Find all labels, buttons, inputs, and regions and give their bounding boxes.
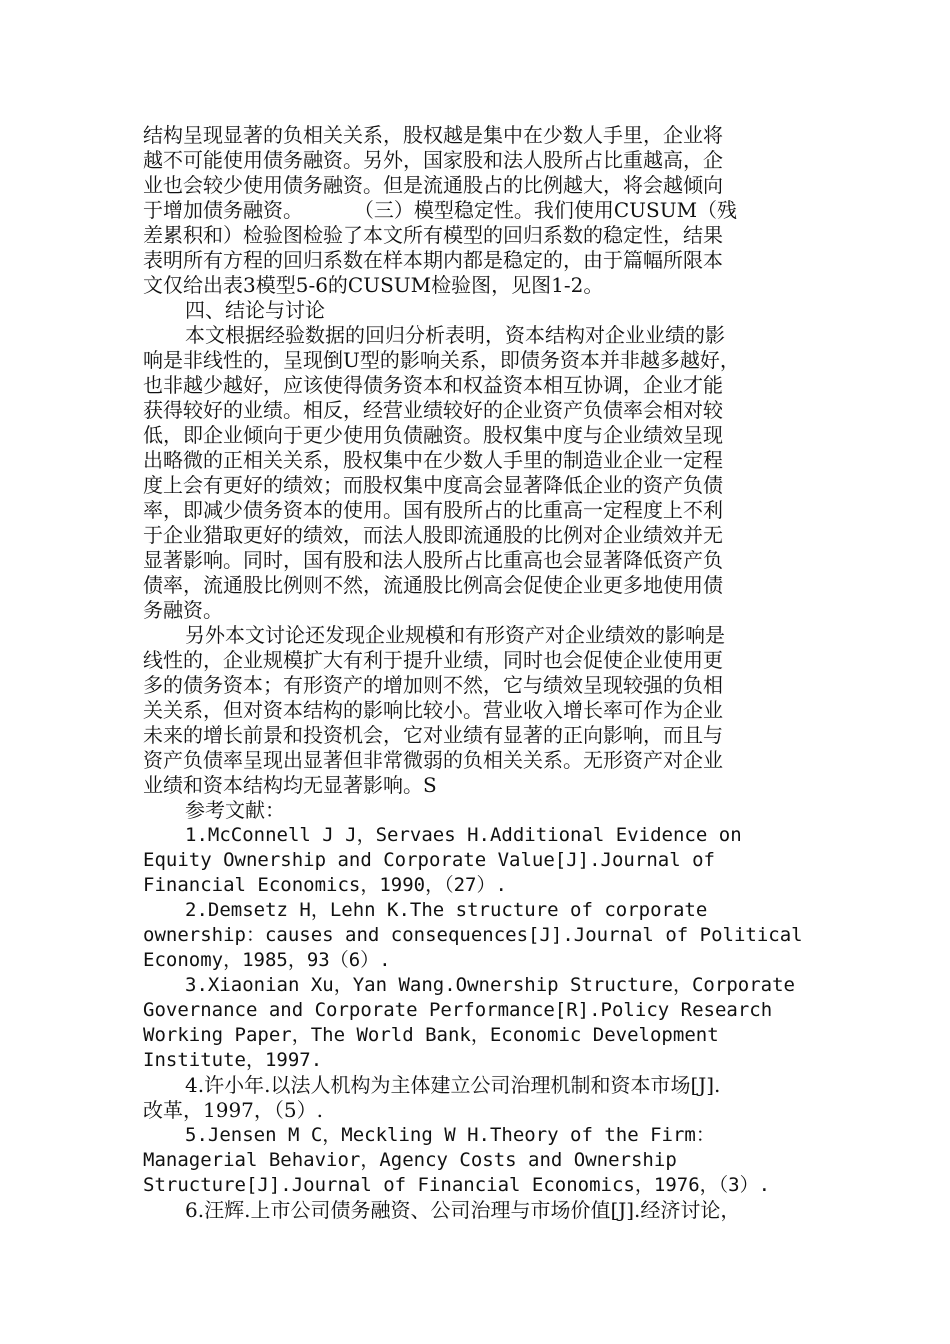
reference-line: Economy，1985，93（6）.: [143, 949, 391, 971]
body-line: 文仅给出表3模型5-6的CUSUM检验图，见图1-2。: [143, 273, 604, 297]
body-line: 债率，流通股比例则不然，流通股比例高会促使企业更多地使用债: [143, 573, 723, 597]
reference-line: Working Paper，The World Bank，Economic Development: [143, 1024, 719, 1046]
reference-line: Managerial Behavior，Agency Costs and Ownership: [143, 1149, 677, 1171]
body-line: 线性的，企业规模扩大有利于提升业绩，同时也会促使企业使用更: [143, 648, 723, 672]
body-line: 度上会有更好的绩效；而股权集中度高会显著降低企业的资产负债: [143, 473, 723, 497]
reference-line: Institute，1997.: [143, 1049, 323, 1071]
body-line: 于企业猎取更好的绩效，而法人股即流通股的比例对企业绩效并无: [143, 523, 723, 547]
body-line: 获得较好的业绩。相反，经营业绩较好的企业资产负债率会相对较: [143, 398, 723, 422]
body-line: 业绩和资本结构均无显著影响。S: [143, 773, 437, 797]
body-line: 结构呈现显著的负相关关系，股权越是集中在少数人手里，企业将: [143, 123, 723, 147]
reference-line: 2.Demsetz H，Lehn K.The structure of corporate: [185, 899, 708, 921]
document-body: [143, 123, 803, 1223]
body-line: 未来的增长前景和投资机会，它对业绩有显著的正向影响，而且与: [143, 723, 723, 747]
reference-line: Equity Ownership and Corporate Value[J].Journal of: [143, 849, 715, 871]
reference-line: 改革，1997，（5）.: [143, 1098, 323, 1122]
body-line: 越不可能使用债务融资。另外，国家股和法人股所占比重越高，企: [143, 148, 723, 172]
body-line: 也非越少越好，应该使得债务资本和权益资本相互协调，企业才能: [143, 373, 723, 397]
reference-line: 6.汪辉.上市公司债务融资、公司治理与市场价值[J].经济讨论，: [185, 1198, 741, 1222]
reference-line: 1.McConnell J J，Servaes H.Additional Evidence on: [185, 824, 742, 846]
body-line: 率，即减少债务资本的使用。国有股所占的比重高一定程度上不利: [143, 498, 723, 522]
reference-line: 4.许小年.以法人机构为主体建立公司治理机制和资本市场[J].: [185, 1073, 721, 1097]
body-line: 本文根据经验数据的回归分析表明，资本结构对企业业绩的影: [185, 323, 725, 347]
reference-line: Financial Economics，1990，（27）.: [143, 874, 507, 896]
references-heading: 参考文献：: [185, 798, 285, 822]
body-line: 资产负债率呈现出显著但非常微弱的负相关关系。无形资产对企业: [143, 748, 723, 772]
body-line: 务融资。: [143, 598, 223, 622]
reference-line: Governance and Corporate Performance[R].Policy Research: [143, 999, 773, 1021]
body-line: 出略微的正相关关系，股权集中在少数人手里的制造业企业一定程: [143, 448, 723, 472]
reference-line: 3.Xiaonian Xu，Yan Wang.Ownership Structure，Corporate: [185, 974, 795, 996]
body-line: 多的债务资本；有形资产的增加则不然，它与绩效呈现较强的负相: [143, 673, 723, 697]
body-line: 低，即企业倾向于更少使用负债融资。股权集中度与企业绩效呈现: [143, 423, 723, 447]
body-line: 关关系，但对资本结构的影响比较小。营业收入增长率可作为企业: [143, 698, 723, 722]
reference-line: Structure[J].Journal of Financial Economics，1976，（3）.: [143, 1174, 771, 1196]
body-line: 差累积和）检验图检验了本文所有模型的回归系数的稳定性，结果: [143, 223, 723, 247]
body-line: 显著影响。同时，国有股和法人股所占比重高也会显著降低资产负: [143, 548, 723, 572]
body-line: 表明所有方程的回归系数在样本期内都是稳定的，由于篇幅所限本: [143, 248, 723, 272]
reference-line: ownership：causes and consequences[J].Journal of Political: [143, 924, 803, 946]
body-line: 响是非线性的，呈现倒U型的影响关系，即债务资本并非越多越好，: [143, 348, 740, 372]
section-heading: 四、结论与讨论: [185, 298, 325, 322]
body-line: 业也会较少使用债务融资。但是流通股占的比例越大，将会越倾向: [143, 173, 723, 197]
reference-line: 5.Jensen M C，Meckling W H.Theory of the Firm：: [185, 1124, 715, 1146]
body-line: 于增加债务融资。 （三）模型稳定性。我们使用CUSUM（残: [143, 198, 738, 222]
body-line: 另外本文讨论还发现企业规模和有形资产对企业绩效的影响是: [185, 623, 725, 647]
